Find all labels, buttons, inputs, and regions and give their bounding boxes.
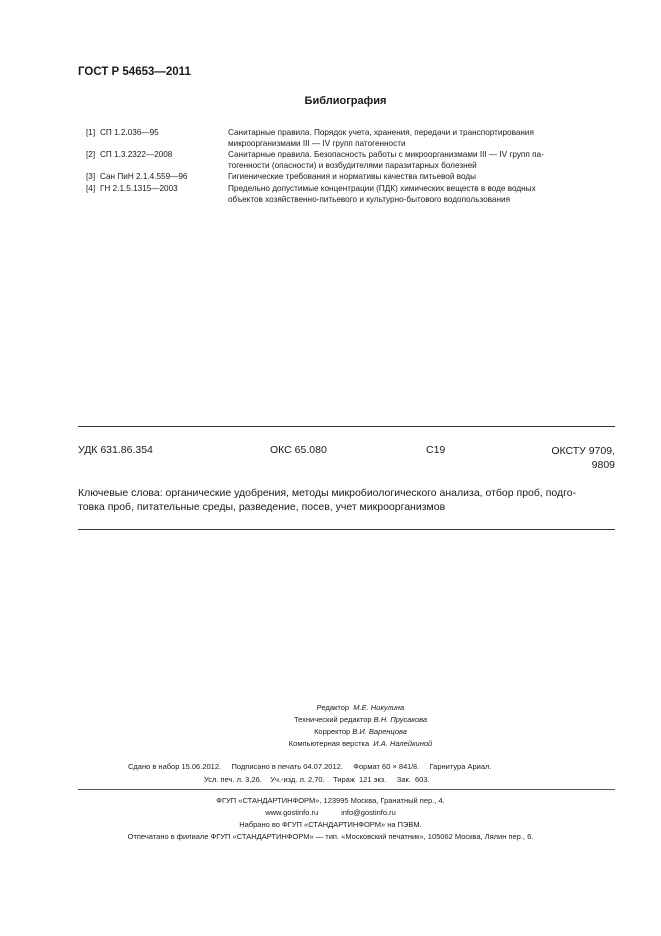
bibliography-item bbox=[86, 172, 616, 183]
printer-contacts bbox=[0, 807, 661, 819]
ref-number: [2] bbox=[86, 150, 96, 160]
credit-editor bbox=[60, 702, 661, 714]
pub-edit-sheets: Уч.-изд. л. 2,70. bbox=[270, 775, 325, 784]
ref-code: ГН 2.1.5.1315—2003 bbox=[100, 183, 178, 193]
ref-desc-line: Санитарные правила. Порядок учета, хранения, передачи и транспортирования bbox=[228, 128, 534, 137]
ref-desc-line: Предельно допустимые концентрации (ПДК) химических веществ в воде водных bbox=[228, 183, 536, 193]
credit-name: В.Н. Прусакова bbox=[373, 715, 428, 724]
pub-run-value: 121 экз. bbox=[359, 775, 387, 784]
ref-code: Сан ПиН 2.1.4.559—96 bbox=[100, 172, 188, 182]
credit-label: Редактор bbox=[316, 703, 350, 712]
ref-number: [1] bbox=[86, 128, 96, 137]
pub-typeface: Гарнитура Ариал. bbox=[429, 762, 492, 771]
okstu-line: ОКСТУ 9709, bbox=[551, 445, 615, 457]
divider-keywords bbox=[78, 529, 615, 530]
ref-code: СП 1.2.036—95 bbox=[100, 128, 159, 137]
credit-label: Компьютерная верстка bbox=[288, 739, 370, 748]
printer-info bbox=[0, 795, 661, 843]
bibliography-list bbox=[86, 128, 616, 206]
bibliography-title: Библиография bbox=[304, 95, 387, 107]
credit-label: Технический редактор bbox=[293, 715, 372, 724]
credit-label: Корректор bbox=[314, 727, 351, 736]
ref-desc-line: Гигиенические требования и нормативы качества питьевой воды bbox=[228, 172, 476, 182]
group-code: С19 bbox=[426, 444, 446, 456]
ref-desc-line: тогенности (опасности) и возбудителями паразитарных болезней bbox=[228, 160, 477, 170]
credit-layout bbox=[60, 738, 661, 750]
bibliography-item bbox=[86, 184, 616, 205]
pub-order-value: 603. bbox=[415, 775, 430, 784]
pub-sheets: Усл. печ. л. 3,26. bbox=[204, 775, 262, 784]
okstu-code bbox=[530, 444, 615, 472]
printer-typeset: Набрано во ФГУП «СТАНДАРТИНФОРМ» на ПЭВМ. bbox=[239, 820, 422, 829]
ref-description bbox=[228, 172, 616, 183]
oks-code: ОКС 65.080 bbox=[270, 444, 327, 456]
printer-address: ФГУП «СТАНДАРТИНФОРМ», 123995 Москва, Гранатный пер., 4. bbox=[216, 796, 445, 805]
bibliography-item bbox=[86, 150, 616, 171]
bibliography-item bbox=[86, 128, 616, 149]
credits-block bbox=[0, 702, 661, 750]
pub-run-label: Тираж bbox=[333, 775, 355, 784]
udk-code: УДК 631.86.354 bbox=[78, 444, 153, 456]
ref-description bbox=[228, 184, 616, 205]
ref-description bbox=[228, 150, 616, 171]
pub-sent: Сдано в набор 15.06.2012. bbox=[128, 762, 222, 771]
ref-number: [4] bbox=[86, 183, 96, 193]
pub-format: Формат 60 bbox=[353, 762, 391, 771]
standard-number: ГОСТ Р 54653—2011 bbox=[78, 66, 191, 78]
pub-format-fraction: 1/8 bbox=[407, 764, 418, 771]
pub-row-1: Сдано в набор 15.06.2012. Подписано в печать 04.07.2012. Формат 60 × 841/8. Гарнитура Ариал. bbox=[128, 762, 492, 771]
divider-top bbox=[78, 426, 615, 427]
ref-code: СП 1.3.2322—2008 bbox=[100, 150, 173, 160]
pub-order-label: Зак. bbox=[396, 775, 411, 784]
pub-signed: Подписано в печать 04.07.2012. bbox=[231, 762, 343, 771]
publication-info bbox=[128, 761, 598, 786]
pub-format-x: × 84 bbox=[392, 762, 408, 771]
printer-email: info@gostinfo.ru bbox=[341, 808, 396, 817]
keywords-line: товка проб, питательные среды, разведение, посев, учет микроорганизмов bbox=[78, 501, 446, 513]
printer-website: www.gostinfo.ru bbox=[265, 808, 319, 817]
credit-name: И.А. Налейкиной bbox=[373, 739, 433, 748]
keywords bbox=[78, 486, 618, 514]
ref-number: [3] bbox=[86, 172, 96, 182]
okstu-line: 9809 bbox=[591, 459, 615, 471]
ref-desc-line: объектов хозяйственно-питьевого и культурно-бытового водопользования bbox=[228, 194, 511, 204]
credit-tech-editor bbox=[60, 714, 661, 726]
divider-imprint bbox=[78, 789, 615, 790]
credit-name: М.Е. Никулина bbox=[353, 703, 405, 712]
printer-printed: Отпечатано в филиале ФГУП «СТАНДАРТИНФОРМ» — тип. «Московский печатник», 105062 Москва, Лялин пер., 6. bbox=[127, 832, 534, 841]
credit-proofreader bbox=[60, 726, 661, 738]
keywords-line: Ключевые слова: органические удобрения, методы микробиологического анализа, отбор проб, подго- bbox=[78, 487, 577, 499]
pub-row-2 bbox=[128, 774, 598, 786]
ref-desc-line: микроорганизмами III — IV групп патогенности bbox=[228, 138, 406, 148]
ref-description bbox=[228, 128, 616, 149]
credit-name: В.И. Варенцова bbox=[352, 727, 407, 736]
ref-desc-line: Санитарные правила. Безопасность работы с микроорганизмами III — IV групп па- bbox=[228, 150, 544, 160]
